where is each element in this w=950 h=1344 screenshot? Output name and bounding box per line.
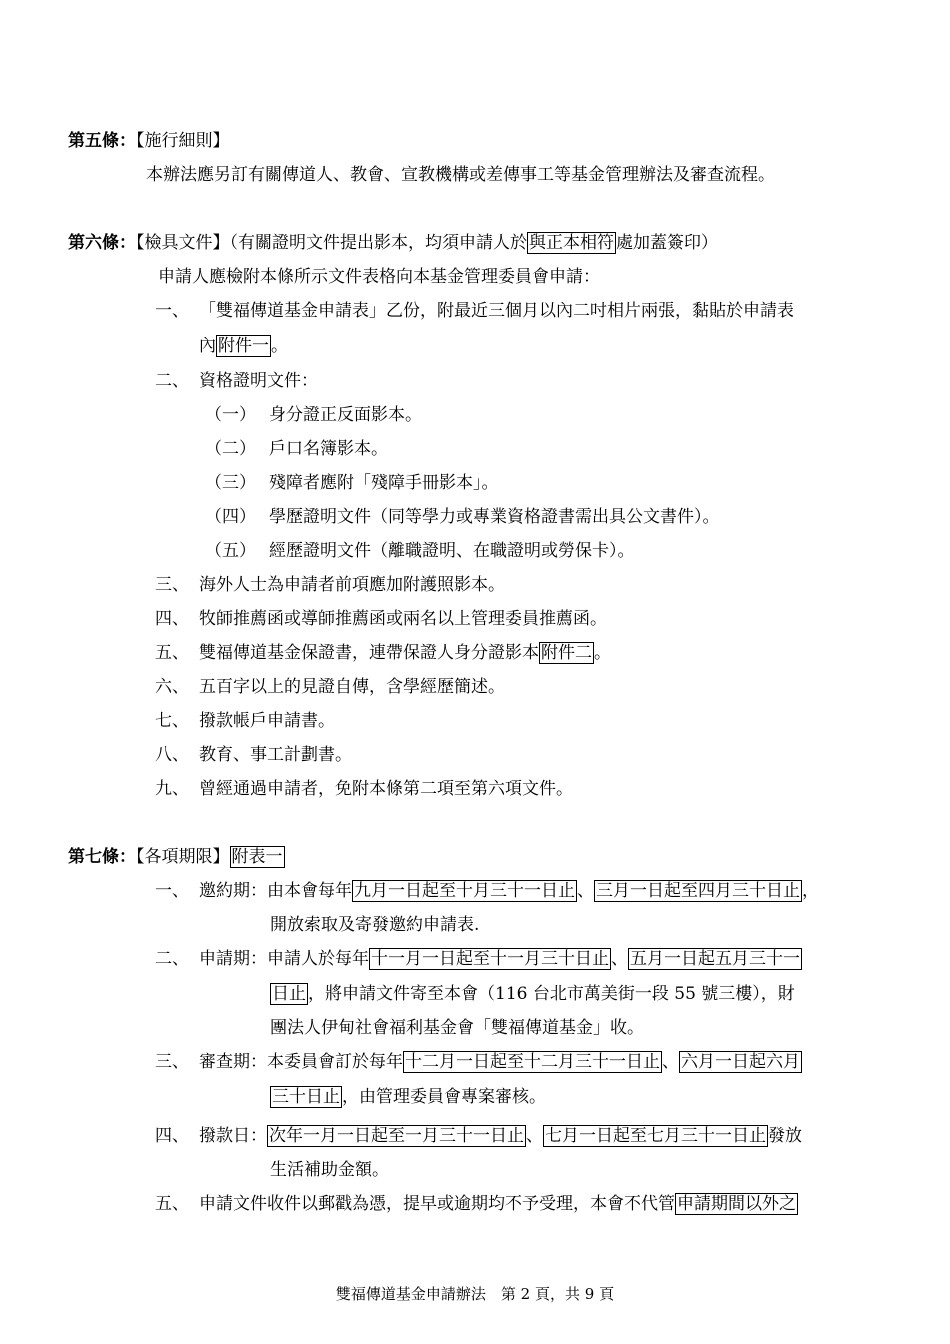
boxed-text: 七月一日起至七月三十一日止: [545, 1126, 766, 1146]
list-item: 三、 海外人士為申請者前項應加附護照影本。: [155, 575, 505, 595]
boxed-text: 三十日止: [272, 1087, 340, 1107]
boxed-text: 附件一: [218, 336, 269, 356]
term-label: 撥款日：: [199, 1126, 267, 1146]
term-label: 邀約期：: [199, 881, 267, 901]
page-footer: 雙福傳道基金申請辦法 第 2 頁，共 9 頁: [335, 1285, 615, 1303]
list-item-continuation: 開放索取及寄發邀約申請表.: [270, 915, 480, 935]
boxed-text: 十二月一日起至十二月三十一日止: [405, 1052, 660, 1072]
term-label: 審查期：: [199, 1052, 267, 1072]
list-item: 一、 邀約期：由本會每年 九月一日起至十月三十一日止 、 三月一日起至四月三十日止 ，: [155, 881, 819, 901]
term-label: 申請期：: [199, 949, 267, 969]
article-7-heading: [68, 845, 285, 869]
article-label: 第七條：: [68, 847, 136, 867]
article-6-intro: 申請人應檢附本條所示文件表格向本基金管理委員會申請：: [158, 267, 600, 287]
list-item: 四、 撥款日： 次年一月一日起至一月三十一日止 、 七月一日起至七月三十一日止 發放: [155, 1126, 802, 1146]
list-item-continuation: 生活補助金額。: [270, 1160, 389, 1180]
sub-item: （一） 身分證正反面影本。: [205, 405, 422, 425]
boxed-text: 次年一月一日起至一月三十一日止: [269, 1126, 524, 1146]
list-item: 二、 資格證明文件：: [155, 371, 318, 391]
article-label: 第六條：: [68, 233, 136, 253]
list-item-continuation: 日止 ，將申請文件寄至本會（116 台北市萬美街一段 55 號三樓），財: [272, 984, 795, 1004]
article-5-heading: [68, 129, 230, 153]
boxed-text: 九月一日起至十月三十一日止: [354, 881, 575, 901]
boxed-text: 六月一日起六月: [681, 1052, 800, 1072]
boxed-text: 附表一: [231, 847, 283, 867]
sub-item: （二） 戶口名簿影本。: [205, 439, 388, 459]
boxed-text: 五月一日起五月三十一: [630, 949, 800, 969]
article-title: 【檢具文件】: [136, 233, 230, 253]
boxed-text: 與正本相符: [529, 233, 614, 253]
article-note: （有關證明文件提出影本，均須申請人於: [229, 233, 527, 253]
list-item-continuation: 內 附件一 。: [199, 336, 288, 356]
list-item: 六、 五百字以上的見證自傳，含學經歷簡述。: [155, 677, 505, 697]
boxed-text: 三月一日起至四月三十日止: [596, 881, 800, 901]
list-item: 一、 「雙福傳道基金申請表」乙份，附最近三個月以內二吋相片兩張，黏貼於申請表: [155, 301, 794, 321]
sub-item: （五） 經歷證明文件（離職證明、在職證明或勞保卡）。: [205, 541, 635, 561]
boxed-text: 申請期間以外之: [677, 1194, 796, 1214]
sub-item: （三） 殘障者應附「殘障手冊影本」。: [205, 473, 499, 493]
boxed-text: 附件二: [541, 643, 592, 663]
sub-item: （四） 學歷證明文件（同等學力或專業資格證書需出具公文書件）。: [205, 507, 720, 527]
article-5-body: 本辦法應另訂有關傳道人、教會、宣教機構或差傳事工等基金管理辦法及審查流程。: [146, 165, 775, 185]
article-6-heading: 第六條：【檢具文件】（有關證明文件提出影本，均須申請人於 與正本相符 處加蓋簽印）: [68, 233, 718, 253]
list-item: 五、 雙福傳道基金保證書，連帶保證人身分證影本 附件二 。: [155, 643, 611, 663]
list-item: 八、 教育、事工計劃書。: [155, 745, 352, 765]
list-item: 五、 申請文件收件以郵戳為憑，提早或逾期均不予受理，本會不代管 申請期間以外之: [155, 1194, 796, 1214]
list-item: 七、 撥款帳戶申請書。: [155, 711, 335, 731]
boxed-text: 日止: [272, 984, 306, 1004]
article-title: 【施行細則】: [136, 131, 230, 151]
list-item: 四、 牧師推薦函或導師推薦函或兩名以上管理委員推薦函。: [155, 609, 607, 629]
list-item-continuation: 三十日止 ，由管理委員會專案審核。: [272, 1087, 546, 1107]
boxed-text: 十一月一日起至十一月三十日止: [371, 949, 609, 969]
list-item: 九、 曾經通過申請者，免附本條第二項至第六項文件。: [155, 779, 573, 799]
list-item-continuation: 團法人伊甸社會福利基金會「雙福傳道基金」收。: [270, 1018, 644, 1038]
article-label: 第五條：: [68, 131, 136, 151]
article-title: 【各項期限】: [136, 847, 230, 867]
list-item: 二、 申請期：申請人於每年 十一月一日起至十一月三十日止 、 五月一日起五月三十一: [155, 949, 800, 969]
list-item: 三、 審查期：本委員會訂於每年 十二月一日起至十二月三十一日止 、 六月一日起六月: [155, 1052, 800, 1072]
